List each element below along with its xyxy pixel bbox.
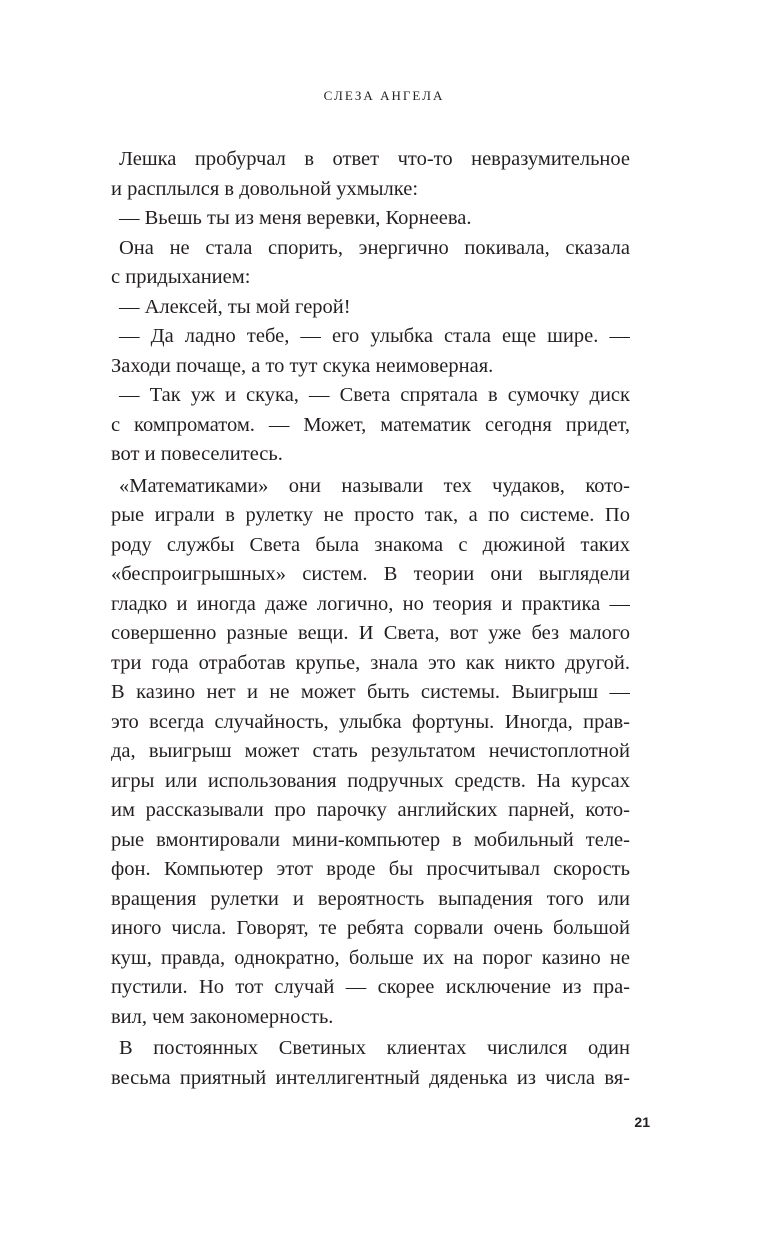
text-line: В казино нет и не может быть системы. Выигрыш —: [111, 681, 630, 703]
text-line: Лешка пробурчал в ответ что-то невразумительное: [119, 148, 630, 170]
text-line: вращения рулетки и вероятность выпадения того или: [111, 887, 630, 910]
text-line: с компроматом. — Может, математик сегодня придет,: [111, 413, 630, 436]
text-line: это всегда случайность, улыбка фортуны. Иногда, прав-: [111, 710, 630, 733]
text-line: фон. Компьютер этот вроде бы просчитывал скорость: [111, 858, 630, 880]
body-text: [111, 145, 630, 1093]
text-line: вил, чем закономерность.: [111, 1005, 334, 1028]
text-line: игры или использования подручных средств. На курсах: [111, 769, 630, 792]
text-line: рые играли в рулетку не просто так, а по системе. По: [111, 504, 630, 526]
running-header: СЛЕЗА АНГЕЛА: [323, 88, 445, 103]
text-line: и расплылся в довольной ухмылке:: [111, 177, 419, 200]
text-line: «беспроигрышных» систем. В теории они выглядели: [111, 563, 630, 585]
text-line: вот и повеселитесь.: [111, 443, 283, 465]
page-number: 21: [634, 1114, 650, 1130]
text-line: весьма приятный интеллигентный дяденька из числа вя-: [111, 1066, 630, 1089]
text-line: рые вмонтировали мини-компьютер в мобильный теле-: [111, 828, 630, 851]
text-line: — Вьешь ты из меня веревки, Корнеева.: [119, 207, 472, 229]
text-line: им рассказывали про парочку английских парней, кото-: [111, 799, 630, 821]
text-line: Заходи почаще, а то тут скука неимоверная.: [111, 354, 494, 377]
text-line: — Да ладно тебе, — его улыбка стала еще шире. —: [119, 325, 630, 347]
text-line: «Математиками» они называли тех чудаков, кото-: [119, 474, 630, 497]
text-line: Она не стала спорить, энергично покивала, сказала: [119, 236, 630, 259]
text-line: — Алексей, ты мой герой!: [119, 295, 351, 318]
text-line: три года отработав крупье, знала это как никто другой.: [111, 651, 630, 674]
text-line: с придыханием:: [111, 266, 251, 288]
text-line: — Так уж и скука, — Света спрятала в сумочку диск: [119, 384, 630, 406]
text-line: да, выигрыш может стать результатом нечистоплотной: [111, 740, 630, 762]
text-line: роду службы Света была знакома с дюжиной таких: [111, 533, 630, 556]
text-line: куш, правда, однократно, больше их на порог казино не: [111, 946, 630, 969]
text-line: совершенно разные вещи. И Света, вот уже без малого: [111, 622, 630, 644]
text-line: В постоянных Светиных клиентах числился один: [119, 1037, 630, 1059]
text-line: гладко и иногда даже логично, но теория и практика —: [111, 592, 630, 615]
text-line: иного числа. Говорят, те ребята сорвали очень большой: [111, 917, 630, 939]
text-line: пустили. Но тот случай — скорее исключение из пра-: [111, 976, 630, 998]
